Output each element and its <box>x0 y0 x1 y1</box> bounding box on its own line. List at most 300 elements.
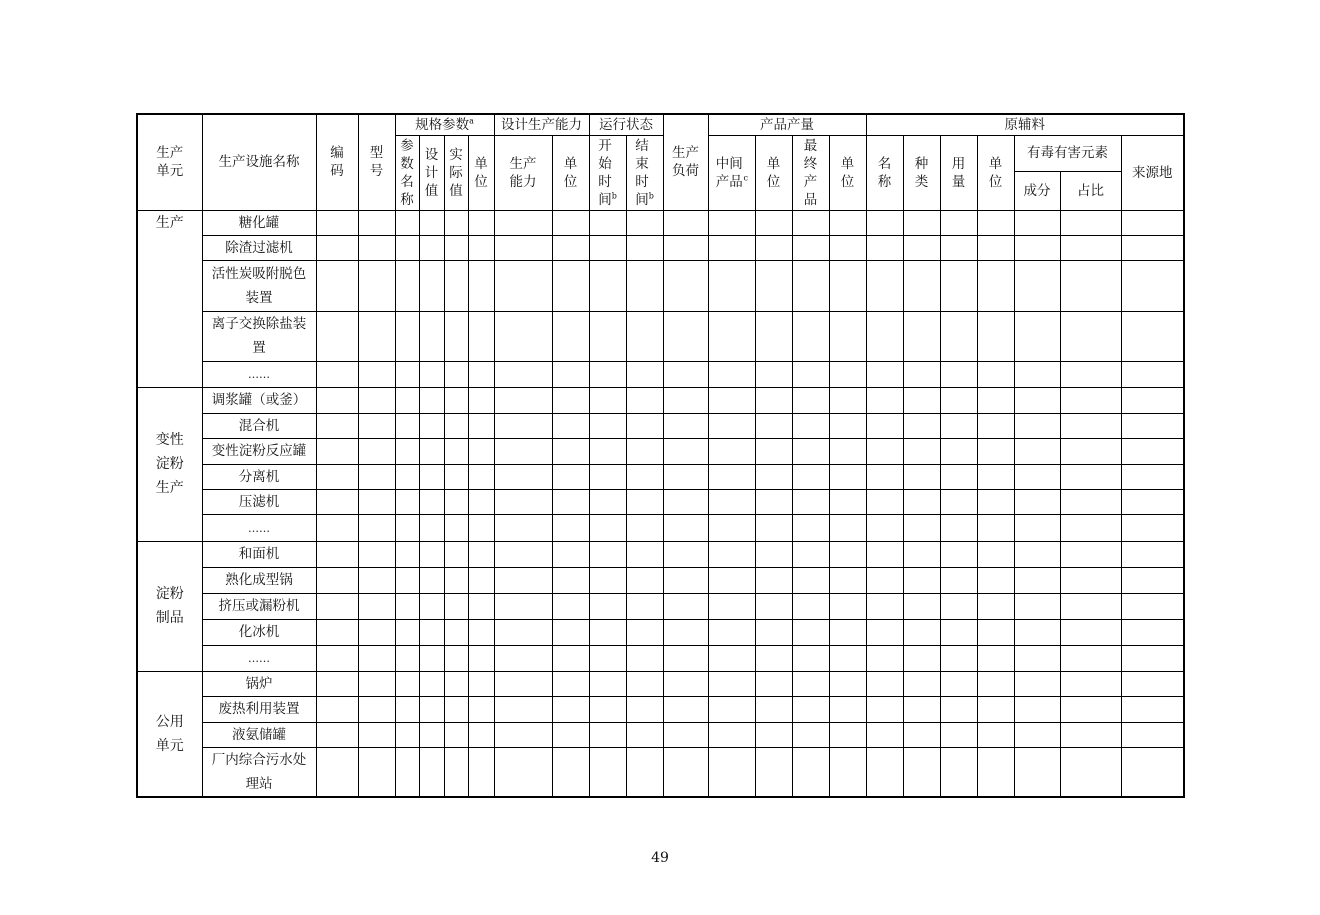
header-rm-name: 名称 <box>866 135 903 210</box>
empty-cell <box>977 645 1014 671</box>
empty-cell <box>419 514 444 541</box>
empty-cell <box>755 671 792 696</box>
empty-cell <box>663 438 708 464</box>
empty-cell <box>829 438 866 464</box>
empty-cell <box>468 260 494 311</box>
empty-cell <box>829 387 866 413</box>
empty-cell <box>663 619 708 645</box>
empty-cell <box>755 619 792 645</box>
empty-cell <box>792 438 829 464</box>
empty-cell <box>316 671 358 696</box>
empty-cell <box>468 438 494 464</box>
empty-cell <box>552 489 589 514</box>
empty-cell <box>468 567 494 593</box>
empty-cell <box>589 361 626 387</box>
empty-cell <box>494 619 552 645</box>
empty-cell <box>903 645 940 671</box>
table-row <box>137 696 1184 722</box>
empty-cell <box>395 747 419 797</box>
empty-cell <box>358 514 395 541</box>
empty-cell <box>358 260 395 311</box>
empty-cell <box>903 260 940 311</box>
empty-cell <box>866 722 903 747</box>
facility-name-cell: 调浆罐（或釜） <box>202 387 316 413</box>
empty-cell <box>316 387 358 413</box>
empty-cell <box>1121 722 1184 747</box>
unit-name-cell: 淀粉制品 <box>137 541 202 671</box>
empty-cell <box>358 489 395 514</box>
empty-cell <box>663 696 708 722</box>
empty-cell <box>1060 645 1121 671</box>
empty-cell <box>1060 361 1121 387</box>
empty-cell <box>1014 311 1060 361</box>
header-capacity: 生产能力 <box>494 135 552 210</box>
facility-name-cell: 挤压或漏粉机 <box>202 593 316 619</box>
empty-cell <box>903 361 940 387</box>
empty-cell <box>552 514 589 541</box>
empty-cell <box>444 541 468 567</box>
empty-cell <box>663 541 708 567</box>
table-row <box>137 541 1184 567</box>
empty-cell <box>552 722 589 747</box>
empty-cell <box>866 235 903 260</box>
empty-cell <box>866 541 903 567</box>
empty-cell <box>1121 260 1184 311</box>
empty-cell <box>626 671 663 696</box>
empty-cell <box>494 311 552 361</box>
empty-cell <box>792 722 829 747</box>
empty-cell <box>663 514 708 541</box>
empty-cell <box>829 489 866 514</box>
table-row <box>137 645 1184 671</box>
empty-cell <box>829 593 866 619</box>
empty-cell <box>977 489 1014 514</box>
empty-cell <box>494 722 552 747</box>
table-row <box>137 514 1184 541</box>
empty-cell <box>626 387 663 413</box>
empty-cell <box>940 387 977 413</box>
header-final-product: 最终产品 <box>792 135 829 210</box>
empty-cell <box>866 593 903 619</box>
empty-cell <box>1121 464 1184 489</box>
table-row <box>137 210 1184 235</box>
empty-cell <box>358 747 395 797</box>
facility-name-cell: 厂内综合污水处理站 <box>202 747 316 797</box>
empty-cell <box>419 619 444 645</box>
empty-cell <box>626 541 663 567</box>
table-row <box>137 747 1184 797</box>
empty-cell <box>866 645 903 671</box>
empty-cell <box>494 464 552 489</box>
empty-cell <box>626 567 663 593</box>
unit-name-cell: 公用单元 <box>137 671 202 797</box>
empty-cell <box>1060 210 1121 235</box>
empty-cell <box>1121 235 1184 260</box>
empty-cell <box>626 464 663 489</box>
empty-cell <box>1121 514 1184 541</box>
empty-cell <box>940 361 977 387</box>
empty-cell <box>977 235 1014 260</box>
header-running-state: 运行状态 <box>589 114 663 135</box>
empty-cell <box>755 361 792 387</box>
empty-cell <box>419 541 444 567</box>
empty-cell <box>866 210 903 235</box>
empty-cell <box>1121 311 1184 361</box>
empty-cell <box>395 514 419 541</box>
empty-cell <box>1014 210 1060 235</box>
empty-cell <box>977 260 1014 311</box>
empty-cell <box>444 464 468 489</box>
empty-cell <box>358 722 395 747</box>
empty-cell <box>755 593 792 619</box>
empty-cell <box>1060 671 1121 696</box>
empty-cell <box>468 464 494 489</box>
empty-cell <box>494 747 552 797</box>
empty-cell <box>866 413 903 438</box>
facility-name-cell: 和面机 <box>202 541 316 567</box>
empty-cell <box>444 311 468 361</box>
empty-cell <box>395 645 419 671</box>
empty-cell <box>626 619 663 645</box>
facility-name-cell: …… <box>202 645 316 671</box>
empty-cell <box>829 671 866 696</box>
empty-cell <box>792 747 829 797</box>
empty-cell <box>1121 645 1184 671</box>
facility-name-cell: 活性炭吸附脱色装置 <box>202 260 316 311</box>
empty-cell <box>866 361 903 387</box>
empty-cell <box>1014 619 1060 645</box>
empty-cell <box>1060 387 1121 413</box>
empty-cell <box>626 696 663 722</box>
empty-cell <box>708 489 755 514</box>
empty-cell <box>1014 235 1060 260</box>
empty-cell <box>468 619 494 645</box>
empty-cell <box>755 387 792 413</box>
empty-cell <box>1060 619 1121 645</box>
empty-cell <box>1014 514 1060 541</box>
empty-cell <box>866 260 903 311</box>
empty-cell <box>792 593 829 619</box>
header-production-unit: 生产单元 <box>137 114 202 210</box>
empty-cell <box>755 464 792 489</box>
empty-cell <box>552 747 589 797</box>
header-start-time: 开始时间$^b$ <box>589 135 626 210</box>
empty-cell <box>663 722 708 747</box>
empty-cell <box>1060 747 1121 797</box>
header-toxic-ratio: 占比 <box>1060 171 1121 210</box>
empty-cell <box>940 619 977 645</box>
empty-cell <box>977 671 1014 696</box>
empty-cell <box>552 387 589 413</box>
empty-cell <box>1060 311 1121 361</box>
empty-cell <box>494 361 552 387</box>
header-toxic-component: 成分 <box>1014 171 1060 210</box>
empty-cell <box>626 489 663 514</box>
empty-cell <box>626 311 663 361</box>
empty-cell <box>468 361 494 387</box>
empty-cell <box>903 593 940 619</box>
empty-cell <box>358 311 395 361</box>
empty-cell <box>663 593 708 619</box>
empty-cell <box>708 747 755 797</box>
empty-cell <box>792 464 829 489</box>
empty-cell <box>1060 696 1121 722</box>
empty-cell <box>494 593 552 619</box>
facility-name-cell: 混合机 <box>202 413 316 438</box>
empty-cell <box>358 361 395 387</box>
empty-cell <box>940 413 977 438</box>
empty-cell <box>792 696 829 722</box>
empty-cell <box>419 489 444 514</box>
empty-cell <box>755 696 792 722</box>
facility-name-cell: 糖化罐 <box>202 210 316 235</box>
empty-cell <box>1014 361 1060 387</box>
table-row <box>137 567 1184 593</box>
header-design-capacity: 设计生产能力 <box>494 114 589 135</box>
empty-cell <box>395 696 419 722</box>
page-number: 49 <box>651 850 669 866</box>
empty-cell <box>829 413 866 438</box>
empty-cell <box>494 696 552 722</box>
empty-cell <box>316 619 358 645</box>
empty-cell <box>903 671 940 696</box>
table-row <box>137 722 1184 747</box>
empty-cell <box>589 260 626 311</box>
empty-cell <box>444 671 468 696</box>
empty-cell <box>395 489 419 514</box>
empty-cell <box>977 696 1014 722</box>
empty-cell <box>316 722 358 747</box>
table-row <box>137 311 1184 361</box>
empty-cell <box>903 464 940 489</box>
facility-name-cell: 离子交换除盐装置 <box>202 311 316 361</box>
empty-cell <box>626 210 663 235</box>
empty-cell <box>1121 210 1184 235</box>
empty-cell <box>940 645 977 671</box>
empty-cell <box>552 361 589 387</box>
empty-cell <box>1060 438 1121 464</box>
empty-cell <box>940 541 977 567</box>
facility-table <box>136 113 1185 798</box>
empty-cell <box>358 619 395 645</box>
table-row <box>137 438 1184 464</box>
empty-cell <box>626 722 663 747</box>
empty-cell <box>419 235 444 260</box>
empty-cell <box>708 619 755 645</box>
empty-cell <box>903 387 940 413</box>
empty-cell <box>708 696 755 722</box>
empty-cell <box>1014 696 1060 722</box>
empty-cell <box>940 235 977 260</box>
empty-cell <box>316 361 358 387</box>
empty-cell <box>444 593 468 619</box>
empty-cell <box>708 210 755 235</box>
empty-cell <box>663 235 708 260</box>
empty-cell <box>903 696 940 722</box>
header-model: 型号 <box>358 114 395 210</box>
empty-cell <box>468 696 494 722</box>
empty-cell <box>358 671 395 696</box>
empty-cell <box>419 311 444 361</box>
empty-cell <box>444 696 468 722</box>
empty-cell <box>626 235 663 260</box>
empty-cell <box>419 438 444 464</box>
empty-cell <box>708 387 755 413</box>
empty-cell <box>792 361 829 387</box>
empty-cell <box>866 514 903 541</box>
empty-cell <box>866 387 903 413</box>
empty-cell <box>663 464 708 489</box>
empty-cell <box>358 645 395 671</box>
empty-cell <box>755 311 792 361</box>
empty-cell <box>940 593 977 619</box>
empty-cell <box>552 235 589 260</box>
empty-cell <box>1121 671 1184 696</box>
empty-cell <box>1121 696 1184 722</box>
empty-cell <box>829 514 866 541</box>
empty-cell <box>940 567 977 593</box>
empty-cell <box>316 260 358 311</box>
empty-cell <box>419 645 444 671</box>
empty-cell <box>589 567 626 593</box>
empty-cell <box>866 567 903 593</box>
empty-cell <box>663 361 708 387</box>
empty-cell <box>866 696 903 722</box>
empty-cell <box>589 464 626 489</box>
empty-cell <box>468 489 494 514</box>
empty-cell <box>552 567 589 593</box>
facility-name-cell: 分离机 <box>202 464 316 489</box>
empty-cell <box>358 235 395 260</box>
empty-cell <box>1014 747 1060 797</box>
empty-cell <box>494 541 552 567</box>
empty-cell <box>1121 747 1184 797</box>
empty-cell <box>663 747 708 797</box>
empty-cell <box>1121 593 1184 619</box>
empty-cell <box>1121 387 1184 413</box>
empty-cell <box>316 514 358 541</box>
empty-cell <box>829 696 866 722</box>
empty-cell <box>316 489 358 514</box>
empty-cell <box>1060 514 1121 541</box>
empty-cell <box>903 438 940 464</box>
empty-cell <box>419 567 444 593</box>
empty-cell <box>977 747 1014 797</box>
unit-name-cell: 生产 <box>137 210 202 387</box>
empty-cell <box>444 489 468 514</box>
empty-cell <box>395 210 419 235</box>
empty-cell <box>419 722 444 747</box>
empty-cell <box>316 593 358 619</box>
empty-cell <box>358 387 395 413</box>
empty-cell <box>419 671 444 696</box>
empty-cell <box>792 671 829 696</box>
table-row <box>137 671 1184 696</box>
empty-cell <box>494 489 552 514</box>
empty-cell <box>589 619 626 645</box>
empty-cell <box>903 235 940 260</box>
empty-cell <box>977 311 1014 361</box>
empty-cell <box>468 671 494 696</box>
empty-cell <box>316 210 358 235</box>
header-capacity-unit: 单位 <box>552 135 589 210</box>
empty-cell <box>316 541 358 567</box>
empty-cell <box>395 464 419 489</box>
empty-cell <box>419 747 444 797</box>
table-row <box>137 260 1184 311</box>
empty-cell <box>358 541 395 567</box>
empty-cell <box>589 235 626 260</box>
facility-name-cell: …… <box>202 361 316 387</box>
empty-cell <box>708 593 755 619</box>
header-code: 编码 <box>316 114 358 210</box>
empty-cell <box>708 413 755 438</box>
empty-cell <box>755 514 792 541</box>
empty-cell <box>977 413 1014 438</box>
empty-cell <box>358 593 395 619</box>
empty-cell <box>358 413 395 438</box>
empty-cell <box>552 645 589 671</box>
empty-cell <box>866 438 903 464</box>
empty-cell <box>395 593 419 619</box>
header-final-unit: 单位 <box>829 135 866 210</box>
empty-cell <box>940 260 977 311</box>
facility-name-cell: 变性淀粉反应罐 <box>202 438 316 464</box>
table-row <box>137 464 1184 489</box>
empty-cell <box>468 541 494 567</box>
empty-cell <box>358 210 395 235</box>
empty-cell <box>792 514 829 541</box>
empty-cell <box>792 413 829 438</box>
empty-cell <box>829 464 866 489</box>
empty-cell <box>755 747 792 797</box>
empty-cell <box>552 696 589 722</box>
empty-cell <box>940 210 977 235</box>
unit-name-cell: 变性淀粉生产 <box>137 387 202 541</box>
empty-cell <box>792 645 829 671</box>
empty-cell <box>494 387 552 413</box>
facility-name-cell: 废热利用装置 <box>202 696 316 722</box>
header-intermediate-unit: 单位 <box>755 135 792 210</box>
empty-cell <box>977 514 1014 541</box>
empty-cell <box>589 696 626 722</box>
empty-cell <box>468 387 494 413</box>
empty-cell <box>866 747 903 797</box>
empty-cell <box>663 567 708 593</box>
empty-cell <box>708 235 755 260</box>
empty-cell <box>866 311 903 361</box>
empty-cell <box>708 645 755 671</box>
empty-cell <box>494 645 552 671</box>
empty-cell <box>316 413 358 438</box>
empty-cell <box>866 489 903 514</box>
empty-cell <box>419 210 444 235</box>
empty-cell <box>1060 235 1121 260</box>
empty-cell <box>977 593 1014 619</box>
empty-cell <box>977 438 1014 464</box>
empty-cell <box>755 235 792 260</box>
empty-cell <box>316 311 358 361</box>
empty-cell <box>708 671 755 696</box>
empty-cell <box>626 593 663 619</box>
empty-cell <box>419 464 444 489</box>
empty-cell <box>589 438 626 464</box>
empty-cell <box>1121 413 1184 438</box>
empty-cell <box>468 413 494 438</box>
empty-cell <box>626 438 663 464</box>
empty-cell <box>358 567 395 593</box>
empty-cell <box>468 514 494 541</box>
